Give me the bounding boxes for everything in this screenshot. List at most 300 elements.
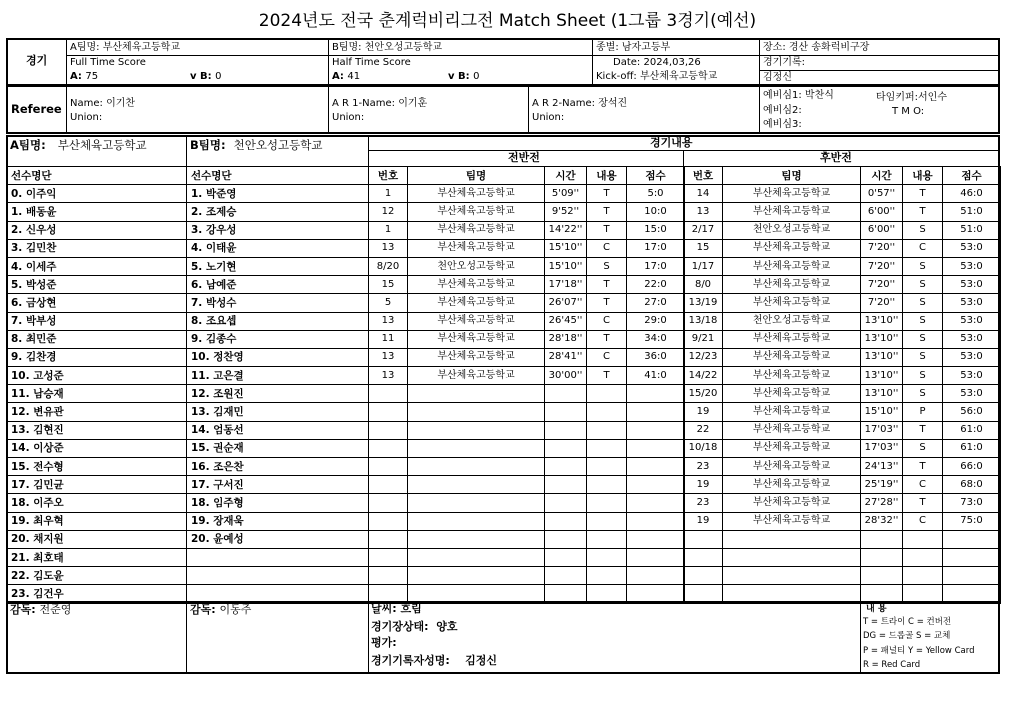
table-cell: 13 bbox=[369, 348, 408, 366]
match-label: 경기 bbox=[26, 54, 48, 67]
roster-row bbox=[187, 458, 368, 476]
player-name: 2. 신우성 bbox=[7, 221, 187, 239]
referee-box bbox=[6, 85, 1000, 134]
evaluation: 평가: bbox=[371, 636, 397, 649]
player-name: 13. 김재민 bbox=[187, 403, 368, 421]
roster-row bbox=[187, 257, 368, 275]
roster-row bbox=[7, 458, 187, 476]
roster-row bbox=[7, 185, 187, 203]
table-cell bbox=[408, 476, 545, 494]
column-header: 팀명 bbox=[723, 167, 861, 185]
table-row bbox=[369, 294, 685, 312]
table-row bbox=[369, 330, 685, 348]
table-cell bbox=[943, 548, 1001, 566]
player-name: 1. 박준영 bbox=[187, 185, 368, 203]
player-name: 14. 엄동선 bbox=[187, 421, 368, 439]
table-cell bbox=[627, 385, 685, 403]
table-cell: T bbox=[587, 203, 627, 221]
table-cell: S bbox=[903, 294, 943, 312]
roster-row bbox=[7, 257, 187, 275]
roster-row bbox=[187, 348, 368, 366]
table-cell: 19 bbox=[684, 476, 723, 494]
table-cell: 부산체육고등학교 bbox=[723, 348, 861, 366]
roster-row bbox=[187, 312, 368, 330]
table-row bbox=[369, 530, 685, 548]
player-name: 7. 박부성 bbox=[7, 312, 187, 330]
player-name: 19. 최우혁 bbox=[7, 512, 187, 530]
table-cell bbox=[369, 548, 408, 566]
table-cell bbox=[545, 494, 587, 512]
table-cell: 23 bbox=[684, 494, 723, 512]
roster-b-table bbox=[187, 166, 368, 604]
table-cell bbox=[545, 548, 587, 566]
column-header: 번호 bbox=[369, 167, 408, 185]
roster-row bbox=[187, 221, 368, 239]
table-cell: 27:0 bbox=[627, 294, 685, 312]
table-cell: 36:0 bbox=[627, 348, 685, 366]
table-cell bbox=[627, 494, 685, 512]
column-header: 시간 bbox=[545, 167, 587, 185]
player-name: 23. 김건우 bbox=[7, 585, 187, 603]
table-cell: 2/17 bbox=[684, 221, 723, 239]
table-cell bbox=[587, 403, 627, 421]
table-cell bbox=[545, 385, 587, 403]
table-cell bbox=[369, 494, 408, 512]
table-cell bbox=[545, 439, 587, 457]
roster-team-b: B팀명: 천안오성고등학교 bbox=[190, 138, 323, 152]
reserve-2: 예비심2: bbox=[763, 105, 802, 116]
table-cell: 53:0 bbox=[943, 330, 1001, 348]
player-name: 11. 남승재 bbox=[7, 385, 187, 403]
table-cell bbox=[587, 421, 627, 439]
table-cell bbox=[627, 512, 685, 530]
table-cell: 부산체육고등학교 bbox=[723, 494, 861, 512]
table-row bbox=[684, 512, 1001, 530]
roster-row bbox=[7, 203, 187, 221]
table-cell: T bbox=[587, 367, 627, 385]
roster-row bbox=[187, 239, 368, 257]
table-cell: 53:0 bbox=[943, 276, 1001, 294]
player-name: 12. 조원진 bbox=[187, 385, 368, 403]
player-name: 15. 권순재 bbox=[187, 439, 368, 457]
table-cell bbox=[408, 439, 545, 457]
table-cell bbox=[587, 512, 627, 530]
table-row bbox=[684, 567, 1001, 585]
player-name: 18. 이주오 bbox=[7, 494, 187, 512]
table-row bbox=[684, 548, 1001, 566]
table-cell: 53:0 bbox=[943, 257, 1001, 275]
roster-row bbox=[7, 221, 187, 239]
roster-b-header: 선수명단 bbox=[187, 167, 368, 185]
recorder-label: 경기기록: bbox=[763, 57, 806, 68]
player-name: 20. 채지원 bbox=[7, 530, 187, 548]
table-cell: 부산체육고등학교 bbox=[723, 385, 861, 403]
table-cell: T bbox=[903, 494, 943, 512]
player-name: 17. 김민균 bbox=[7, 476, 187, 494]
table-cell: C bbox=[587, 348, 627, 366]
referee-name: Name: 이기찬 bbox=[70, 98, 136, 109]
table-cell bbox=[587, 494, 627, 512]
table-row bbox=[369, 458, 685, 476]
first-half-table bbox=[368, 166, 685, 604]
referee-label: Referee bbox=[11, 102, 62, 116]
half-time-score-b: v B: 0 bbox=[448, 71, 480, 82]
roster-row bbox=[7, 330, 187, 348]
table-cell bbox=[587, 567, 627, 585]
table-cell bbox=[861, 548, 903, 566]
table-cell: 13 bbox=[369, 312, 408, 330]
table-cell: C bbox=[587, 312, 627, 330]
table-row bbox=[684, 294, 1001, 312]
legend-line-2: DG = 드롭골 S = 교체 bbox=[863, 631, 951, 641]
table-cell: 6'00'' bbox=[861, 203, 903, 221]
table-cell: 53:0 bbox=[943, 239, 1001, 257]
player-name: 19. 장재욱 bbox=[187, 512, 368, 530]
ar2-name: A R 2-Name: 장석진 bbox=[532, 98, 628, 109]
table-cell: S bbox=[587, 257, 627, 275]
table-cell: 14'22'' bbox=[545, 221, 587, 239]
table-cell: 23 bbox=[684, 458, 723, 476]
table-cell: 부산체육고등학교 bbox=[723, 294, 861, 312]
table-cell: 12/23 bbox=[684, 348, 723, 366]
table-cell: 25'19'' bbox=[861, 476, 903, 494]
roster-row bbox=[7, 567, 187, 585]
table-cell bbox=[587, 458, 627, 476]
player-name: 4. 이태윤 bbox=[187, 239, 368, 257]
table-row bbox=[369, 476, 685, 494]
player-name: 14. 이상준 bbox=[7, 439, 187, 457]
table-cell: 13'10'' bbox=[861, 330, 903, 348]
table-row bbox=[684, 312, 1001, 330]
table-cell: 13/18 bbox=[684, 312, 723, 330]
table-cell: 11 bbox=[369, 330, 408, 348]
table-cell: 부산체육고등학교 bbox=[723, 403, 861, 421]
table-cell: 부산체육고등학교 bbox=[408, 367, 545, 385]
table-cell: 61:0 bbox=[943, 421, 1001, 439]
table-row bbox=[684, 185, 1001, 203]
table-cell: 53:0 bbox=[943, 312, 1001, 330]
table-cell: 24'13'' bbox=[861, 458, 903, 476]
roster-row bbox=[187, 530, 368, 548]
reserve-3: 예비심3: bbox=[763, 119, 802, 130]
table-cell: 13/19 bbox=[684, 294, 723, 312]
table-cell bbox=[903, 567, 943, 585]
player-name: 6. 금상현 bbox=[7, 294, 187, 312]
table-cell bbox=[587, 439, 627, 457]
table-cell: 13'10'' bbox=[861, 312, 903, 330]
table-row bbox=[369, 312, 685, 330]
table-cell bbox=[545, 476, 587, 494]
table-cell bbox=[627, 439, 685, 457]
table-cell bbox=[369, 385, 408, 403]
roster-row bbox=[187, 367, 368, 385]
table-cell bbox=[408, 548, 545, 566]
player-name: 5. 노기현 bbox=[187, 257, 368, 275]
kickoff-field: Kick-off: 부산체육고등학교 bbox=[596, 71, 718, 82]
table-row bbox=[684, 476, 1001, 494]
roster-row bbox=[7, 367, 187, 385]
player-name: 17. 구서진 bbox=[187, 476, 368, 494]
table-cell bbox=[627, 403, 685, 421]
table-cell: S bbox=[903, 330, 943, 348]
player-name: 12. 변유관 bbox=[7, 403, 187, 421]
table-cell bbox=[723, 530, 861, 548]
table-cell bbox=[545, 403, 587, 421]
roster-row bbox=[7, 494, 187, 512]
player-name: 6. 남예준 bbox=[187, 276, 368, 294]
table-cell: T bbox=[587, 294, 627, 312]
player-name: 3. 강우성 bbox=[187, 221, 368, 239]
table-cell bbox=[369, 530, 408, 548]
table-row bbox=[369, 403, 685, 421]
player-name: 8. 조요셉 bbox=[187, 312, 368, 330]
table-row bbox=[369, 439, 685, 457]
table-cell: 41:0 bbox=[627, 367, 685, 385]
table-cell: 천안오성고등학교 bbox=[408, 257, 545, 275]
table-cell: 61:0 bbox=[943, 439, 1001, 457]
table-cell: 14 bbox=[684, 185, 723, 203]
table-cell: 75:0 bbox=[943, 512, 1001, 530]
table-cell bbox=[684, 567, 723, 585]
table-cell: 15'10'' bbox=[861, 403, 903, 421]
reserve-1: 예비심1: 박찬식 bbox=[763, 90, 834, 101]
player-name: 20. 윤예성 bbox=[187, 530, 368, 548]
table-cell: 15 bbox=[684, 239, 723, 257]
table-cell bbox=[545, 512, 587, 530]
table-cell: 66:0 bbox=[943, 458, 1001, 476]
table-cell: 1 bbox=[369, 185, 408, 203]
column-header: 시간 bbox=[861, 167, 903, 185]
table-row bbox=[369, 276, 685, 294]
table-cell bbox=[545, 530, 587, 548]
roster-a-table bbox=[7, 166, 187, 604]
table-cell bbox=[545, 458, 587, 476]
table-cell: 15 bbox=[369, 276, 408, 294]
player-name: 7. 박성수 bbox=[187, 294, 368, 312]
table-cell: C bbox=[903, 476, 943, 494]
table-cell: P bbox=[903, 403, 943, 421]
table-row bbox=[369, 494, 685, 512]
table-row bbox=[684, 221, 1001, 239]
table-cell bbox=[369, 421, 408, 439]
table-cell: 13'10'' bbox=[861, 385, 903, 403]
table-cell bbox=[627, 421, 685, 439]
recorder-value: 김정신 bbox=[763, 72, 792, 83]
table-row bbox=[684, 458, 1001, 476]
ar1-union: Union: bbox=[332, 112, 365, 123]
table-row bbox=[369, 203, 685, 221]
table-cell: 53:0 bbox=[943, 348, 1001, 366]
table-cell: S bbox=[903, 257, 943, 275]
player-name: 1. 배동윤 bbox=[7, 203, 187, 221]
legend-line-1: T = 트라이 C = 컨버전 bbox=[863, 617, 952, 627]
roster-row bbox=[7, 439, 187, 457]
table-cell: 부산체육고등학교 bbox=[408, 185, 545, 203]
half-time-label: Half Time Score bbox=[332, 57, 411, 68]
table-row bbox=[369, 421, 685, 439]
table-row bbox=[369, 567, 685, 585]
player-name: 16. 조은찬 bbox=[187, 458, 368, 476]
table-cell bbox=[627, 476, 685, 494]
table-cell: T bbox=[903, 203, 943, 221]
table-cell: 부산체육고등학교 bbox=[723, 257, 861, 275]
player-name: 13. 김현진 bbox=[7, 421, 187, 439]
table-row bbox=[684, 367, 1001, 385]
table-cell: C bbox=[903, 239, 943, 257]
table-cell: 13 bbox=[684, 203, 723, 221]
weather: 날씨: 흐림 bbox=[371, 602, 422, 615]
table-cell: 부산체육고등학교 bbox=[723, 367, 861, 385]
table-row bbox=[684, 203, 1001, 221]
table-cell bbox=[408, 512, 545, 530]
table-cell bbox=[369, 403, 408, 421]
table-cell bbox=[861, 567, 903, 585]
table-cell: 28'32'' bbox=[861, 512, 903, 530]
table-cell bbox=[408, 458, 545, 476]
table-cell: 29:0 bbox=[627, 312, 685, 330]
roster-row bbox=[7, 294, 187, 312]
roster-team-a: A팀명: 부산체육고등학교 bbox=[10, 138, 147, 152]
roster-row bbox=[187, 294, 368, 312]
table-cell bbox=[587, 385, 627, 403]
table-cell: 천안오성고등학교 bbox=[723, 221, 861, 239]
table-cell: 53:0 bbox=[943, 367, 1001, 385]
first-half-label: 전반전 bbox=[508, 151, 540, 164]
roster-row bbox=[187, 476, 368, 494]
table-cell: 28'18'' bbox=[545, 330, 587, 348]
table-cell: 19 bbox=[684, 403, 723, 421]
table-cell bbox=[723, 567, 861, 585]
full-time-label: Full Time Score bbox=[70, 57, 146, 68]
ar1-name: A R 1-Name: 이기훈 bbox=[332, 98, 428, 109]
legend-line-4: R = Red Card bbox=[863, 660, 921, 670]
roster-row bbox=[187, 548, 368, 566]
table-cell: 17:0 bbox=[627, 239, 685, 257]
table-cell: 부산체육고등학교 bbox=[723, 476, 861, 494]
player-name: 22. 김도윤 bbox=[7, 567, 187, 585]
table-cell: 부산체육고등학교 bbox=[723, 203, 861, 221]
table-row bbox=[684, 257, 1001, 275]
full-time-score: A: 75 bbox=[70, 71, 99, 82]
table-cell: 26'07'' bbox=[545, 294, 587, 312]
table-cell: T bbox=[587, 221, 627, 239]
table-cell: 28'41'' bbox=[545, 348, 587, 366]
column-header: 점수 bbox=[627, 167, 685, 185]
table-cell: 8/0 bbox=[684, 276, 723, 294]
table-cell: 56:0 bbox=[943, 403, 1001, 421]
match-info-box bbox=[6, 38, 1000, 86]
column-header: 점수 bbox=[943, 167, 1001, 185]
table-cell: 천안오성고등학교 bbox=[723, 312, 861, 330]
second-half-table bbox=[683, 166, 1001, 604]
table-cell bbox=[627, 530, 685, 548]
table-cell: 10/18 bbox=[684, 439, 723, 457]
referee-union: Union: bbox=[70, 112, 103, 123]
table-cell: 부산체육고등학교 bbox=[723, 276, 861, 294]
table-cell: S bbox=[903, 439, 943, 457]
roster-row bbox=[187, 421, 368, 439]
half-time-score: A: 41 bbox=[332, 71, 361, 82]
table-cell: 13 bbox=[369, 367, 408, 385]
table-row bbox=[369, 512, 685, 530]
table-cell: 부산체육고등학교 bbox=[723, 330, 861, 348]
table-cell bbox=[369, 567, 408, 585]
record-writer: 경기기록자성명: 김정신 bbox=[371, 654, 497, 667]
table-cell bbox=[587, 530, 627, 548]
table-row bbox=[369, 367, 685, 385]
table-cell: 17'03'' bbox=[861, 421, 903, 439]
player-name: 2. 조제승 bbox=[187, 203, 368, 221]
table-row bbox=[684, 348, 1001, 366]
table-cell: 22 bbox=[684, 421, 723, 439]
player-name bbox=[187, 548, 368, 566]
table-cell: 53:0 bbox=[943, 385, 1001, 403]
table-cell: S bbox=[903, 385, 943, 403]
roster-row bbox=[187, 385, 368, 403]
table-row bbox=[684, 239, 1001, 257]
player-name: 8. 최민준 bbox=[7, 330, 187, 348]
roster-row bbox=[187, 567, 368, 585]
roster-row bbox=[7, 276, 187, 294]
table-row bbox=[369, 239, 685, 257]
table-cell bbox=[684, 530, 723, 548]
table-cell: T bbox=[903, 185, 943, 203]
table-cell: S bbox=[903, 367, 943, 385]
table-cell: 부산체육고등학교 bbox=[723, 421, 861, 439]
table-cell: 부산체육고등학교 bbox=[408, 203, 545, 221]
table-row bbox=[684, 530, 1001, 548]
second-half-label: 후반전 bbox=[820, 151, 852, 164]
roster-a-header: 선수명단 bbox=[7, 167, 187, 185]
table-row bbox=[684, 494, 1001, 512]
table-cell bbox=[369, 476, 408, 494]
table-cell: 17:0 bbox=[627, 257, 685, 275]
column-header: 내용 bbox=[587, 167, 627, 185]
table-cell: 30'00'' bbox=[545, 367, 587, 385]
table-cell: 19 bbox=[684, 512, 723, 530]
table-cell bbox=[408, 567, 545, 585]
table-cell: 13 bbox=[369, 239, 408, 257]
table-row bbox=[684, 330, 1001, 348]
table-cell: 5:0 bbox=[627, 185, 685, 203]
table-cell: 10:0 bbox=[627, 203, 685, 221]
table-cell: S bbox=[903, 312, 943, 330]
table-cell bbox=[684, 548, 723, 566]
table-cell: 부산체육고등학교 bbox=[408, 312, 545, 330]
table-cell bbox=[903, 548, 943, 566]
roster-row bbox=[7, 385, 187, 403]
table-cell bbox=[627, 567, 685, 585]
player-name: 18. 임주형 bbox=[187, 494, 368, 512]
table-cell: 15'10'' bbox=[545, 239, 587, 257]
table-cell bbox=[587, 476, 627, 494]
legend-line-3: P = 패널티 Y = Yellow Card bbox=[863, 646, 975, 656]
page-title: 2024년도 전국 춘계럭비리그전 Match Sheet (1그룹 3경기(예선) bbox=[258, 11, 757, 31]
table-cell: 17'18'' bbox=[545, 276, 587, 294]
table-cell: 부산체육고등학교 bbox=[723, 239, 861, 257]
table-cell: 9'52'' bbox=[545, 203, 587, 221]
content-label: 경기내용 bbox=[650, 136, 693, 149]
roster-row bbox=[187, 276, 368, 294]
table-cell: 68:0 bbox=[943, 476, 1001, 494]
table-cell: 5 bbox=[369, 294, 408, 312]
table-cell: 34:0 bbox=[627, 330, 685, 348]
table-cell: 부산체육고등학교 bbox=[723, 512, 861, 530]
roster-row bbox=[7, 348, 187, 366]
table-row bbox=[369, 348, 685, 366]
coach-a: 감독: 전준영 bbox=[10, 603, 72, 616]
table-cell: 46:0 bbox=[943, 185, 1001, 203]
